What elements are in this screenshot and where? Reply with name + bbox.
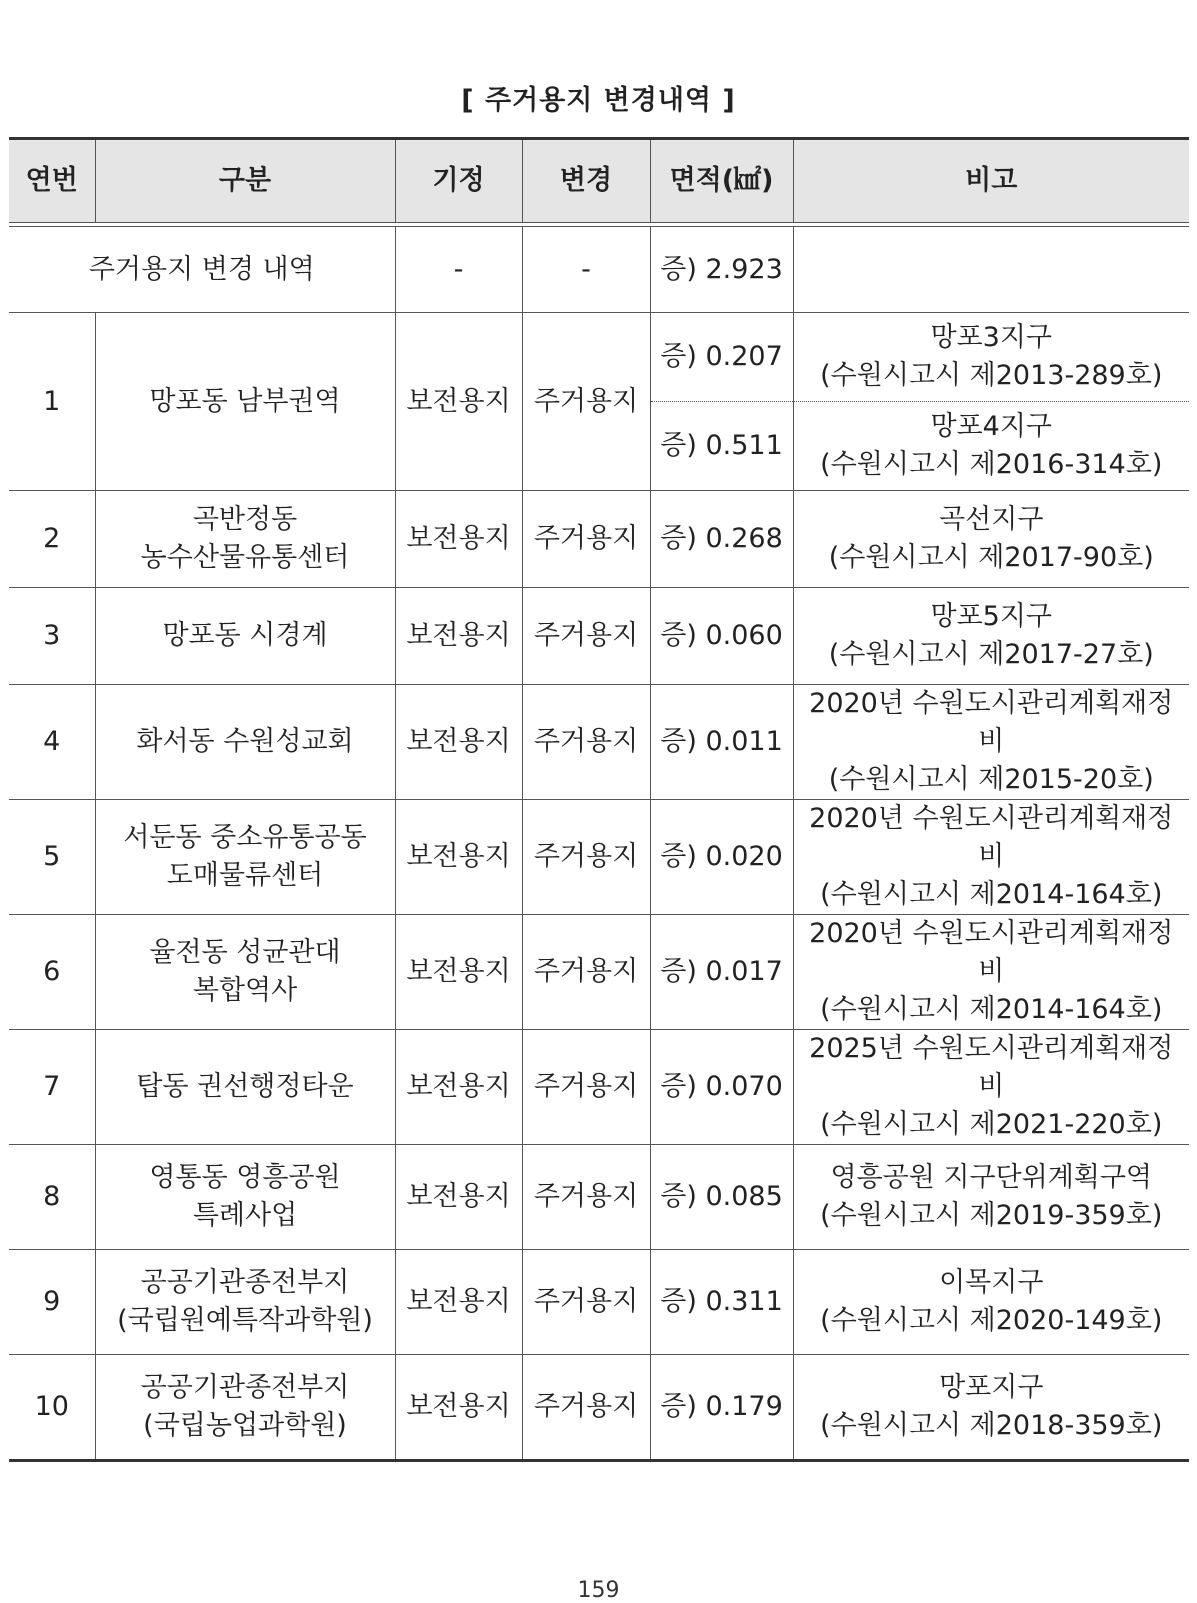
row-remark <box>793 402 1189 491</box>
row-remark <box>793 491 1189 588</box>
header-remark: 비고 <box>793 139 1189 223</box>
row-category-line: 곡반정동 <box>192 504 298 535</box>
row-remark <box>793 588 1189 685</box>
row-remark-line: (수원시고시 제2020-149호) <box>820 1305 1163 1336</box>
row-category <box>95 685 395 800</box>
row-category-line: 탑동 권선행정타운 <box>136 1071 354 1102</box>
row-remark-line: (수원시고시 제2013-289호) <box>820 360 1163 391</box>
row-category <box>95 313 395 491</box>
table-row <box>9 800 1189 915</box>
row-remark-line: (수원시고시 제2018-359호) <box>820 1410 1163 1441</box>
row-remark <box>793 915 1189 1030</box>
row-area: 증) 0.060 <box>650 588 793 685</box>
table-row <box>9 588 1189 685</box>
row-after: 주거용지 <box>522 1145 650 1250</box>
row-before: 보전용지 <box>395 491 522 588</box>
row-remark-line: (수원시고시 제2021-220호) <box>820 1109 1163 1140</box>
row-category <box>95 491 395 588</box>
row-number: 10 <box>9 1355 95 1461</box>
row-number: 8 <box>9 1145 95 1250</box>
row-area: 증) 0.017 <box>650 915 793 1030</box>
row-category <box>95 1145 395 1250</box>
table-row <box>9 685 1189 800</box>
row-remark-line: (수원시고시 제2015-20호) <box>828 764 1154 795</box>
row-after: 주거용지 <box>522 800 650 915</box>
row-category <box>95 588 395 685</box>
row-category-line: 공공기관종전부지 <box>140 1267 350 1298</box>
table-title: [ 주거용지 변경내역 ] <box>461 85 736 116</box>
table-row <box>9 313 1189 402</box>
row-category-line: 영통동 영흥공원 <box>149 1162 341 1193</box>
row-before: 보전용지 <box>395 915 522 1030</box>
row-category-line: 농수산물유통센터 <box>140 542 350 573</box>
row-after: 주거용지 <box>522 588 650 685</box>
row-remark <box>793 1250 1189 1355</box>
residential-land-change-table <box>9 137 1189 1462</box>
row-category-line: 망포동 시경계 <box>162 620 328 651</box>
row-remark <box>793 313 1189 402</box>
table-row <box>9 491 1189 588</box>
row-remark <box>793 685 1189 800</box>
row-before: 보전용지 <box>395 313 522 491</box>
row-number: 4 <box>9 685 95 800</box>
row-after: 주거용지 <box>522 1355 650 1461</box>
row-remark-line: (수원시고시 제2014-164호) <box>820 994 1163 1025</box>
total-remark <box>793 227 1189 313</box>
row-category-line: 율전동 성균관대 <box>149 937 341 968</box>
row-area: 증) 0.207 <box>650 313 793 402</box>
row-remark-line: 2020년 수원도시관리계획재정비 <box>809 803 1174 872</box>
row-category-line: 공공기관종전부지 <box>140 1372 350 1403</box>
row-remark-line: 망포4지구 <box>930 411 1052 442</box>
row-remark-line: 2020년 수원도시관리계획재정비 <box>809 918 1174 987</box>
row-remark-line: 이목지구 <box>939 1267 1044 1298</box>
row-before: 보전용지 <box>395 588 522 685</box>
total-before: - <box>395 227 522 313</box>
table-row <box>9 915 1189 1030</box>
row-before: 보전용지 <box>395 1250 522 1355</box>
table-row <box>9 1030 1189 1145</box>
row-remark-line: 망포3지구 <box>930 322 1052 353</box>
row-before: 보전용지 <box>395 1030 522 1145</box>
header-before: 기정 <box>395 139 522 223</box>
row-area: 증) 0.070 <box>650 1030 793 1145</box>
row-before: 보전용지 <box>395 1145 522 1250</box>
total-area: 증) 2.923 <box>650 227 793 313</box>
row-after: 주거용지 <box>522 915 650 1030</box>
row-area: 증) 0.011 <box>650 685 793 800</box>
row-number: 7 <box>9 1030 95 1145</box>
header-category: 구분 <box>95 139 395 223</box>
row-remark-line: (수원시고시 제2017-90호) <box>828 542 1154 573</box>
row-area: 증) 0.179 <box>650 1355 793 1461</box>
row-after: 주거용지 <box>522 313 650 491</box>
row-remark-line: 2020년 수원도시관리계획재정비 <box>809 688 1174 757</box>
total-row <box>9 227 1189 313</box>
row-category <box>95 915 395 1030</box>
row-category-line: 서둔동 중소유통공동 <box>123 822 367 853</box>
row-area: 증) 0.511 <box>650 402 793 491</box>
row-remark-line: 영흥공원 지구단위계획구역 <box>830 1162 1153 1193</box>
row-after: 주거용지 <box>522 491 650 588</box>
header-no: 연번 <box>9 139 95 223</box>
row-number: 1 <box>9 313 95 491</box>
row-category-line: (국립원예특작과학원) <box>117 1305 373 1336</box>
row-category-line: 망포동 남부권역 <box>149 385 341 417</box>
row-remark <box>793 1145 1189 1250</box>
row-remark-line: 2025년 수원도시관리계획재정비 <box>809 1033 1174 1102</box>
row-category <box>95 1030 395 1145</box>
total-after: - <box>522 227 650 313</box>
row-remark-line: (수원시고시 제2019-359호) <box>820 1200 1163 1231</box>
row-number: 9 <box>9 1250 95 1355</box>
row-area: 증) 0.268 <box>650 491 793 588</box>
row-category <box>95 1250 395 1355</box>
row-remark <box>793 1355 1189 1461</box>
row-remark-line: (수원시고시 제2014-164호) <box>820 879 1163 910</box>
table-row <box>9 1145 1189 1250</box>
row-category <box>95 800 395 915</box>
row-area: 증) 0.085 <box>650 1145 793 1250</box>
row-remark-line: (수원시고시 제2017-27호) <box>828 639 1154 670</box>
row-remark-line: 망포지구 <box>939 1372 1044 1403</box>
table-row <box>9 1250 1189 1355</box>
header-after: 변경 <box>522 139 650 223</box>
row-area: 증) 0.020 <box>650 800 793 915</box>
row-category-line: 특례사업 <box>192 1200 298 1231</box>
row-remark <box>793 1030 1189 1145</box>
row-remark-line: 망포5지구 <box>930 601 1052 632</box>
row-before: 보전용지 <box>395 1355 522 1461</box>
table-row <box>9 1355 1189 1461</box>
header-row <box>9 139 1189 223</box>
total-label: 주거용지 변경 내역 <box>9 227 395 313</box>
row-number: 5 <box>9 800 95 915</box>
row-remark-line: 곡선지구 <box>939 504 1044 535</box>
row-before: 보전용지 <box>395 800 522 915</box>
row-number: 6 <box>9 915 95 1030</box>
row-remark-line: (수원시고시 제2016-314호) <box>820 449 1163 480</box>
row-number: 2 <box>9 491 95 588</box>
header-area: 면적(㎢) <box>650 139 793 223</box>
page-number: 159 <box>577 1578 620 1603</box>
row-category <box>95 1355 395 1461</box>
row-after: 주거용지 <box>522 1030 650 1145</box>
row-number: 3 <box>9 588 95 685</box>
row-category-line: 도매물류센터 <box>166 860 324 891</box>
row-area: 증) 0.311 <box>650 1250 793 1355</box>
row-category-line: 복합역사 <box>192 975 298 1006</box>
row-after: 주거용지 <box>522 685 650 800</box>
row-remark <box>793 800 1189 915</box>
row-before: 보전용지 <box>395 685 522 800</box>
row-category-line: 화서동 수원성교회 <box>136 726 354 757</box>
row-after: 주거용지 <box>522 1250 650 1355</box>
row-category-line: (국립농업과학원) <box>143 1410 347 1441</box>
